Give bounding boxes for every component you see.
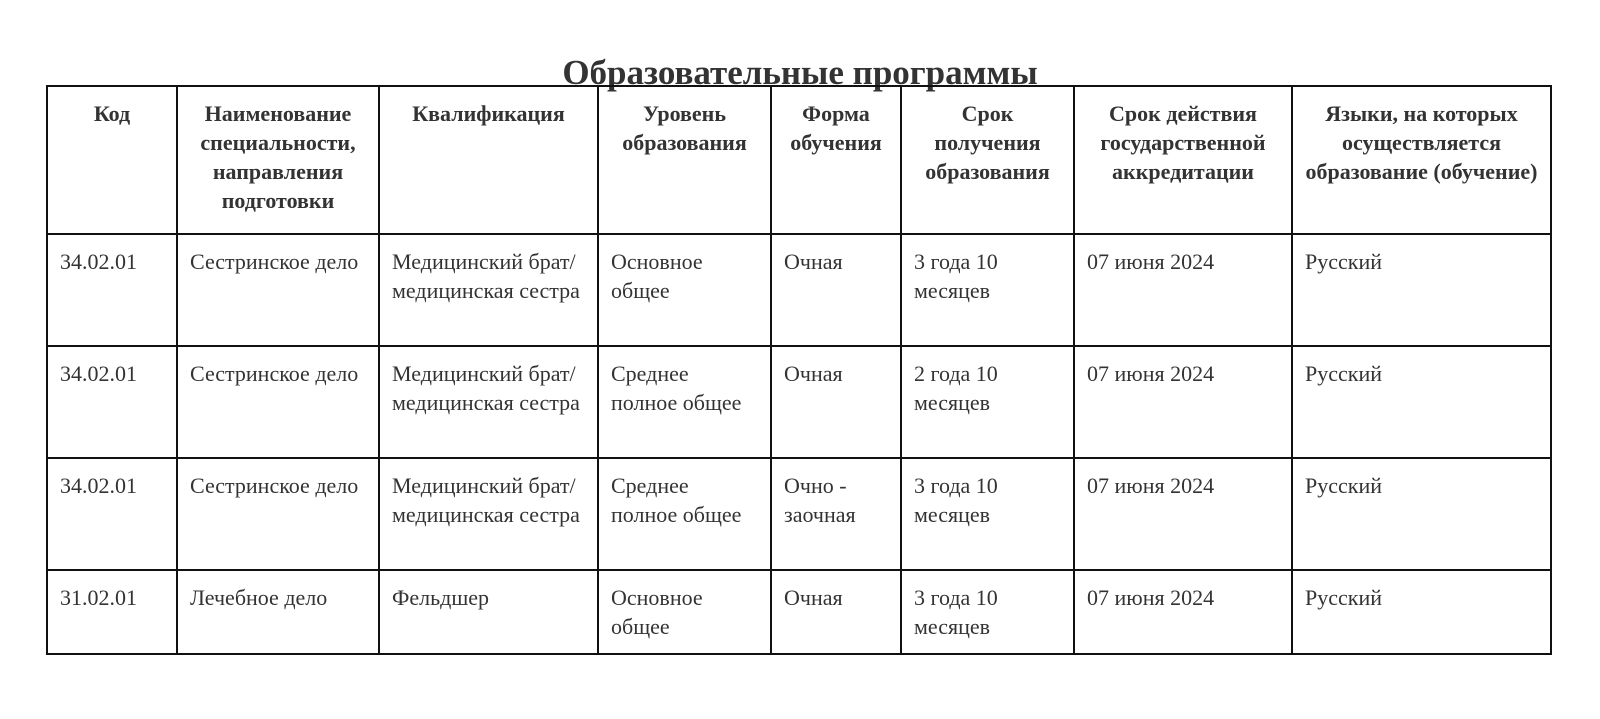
cell-education-level: Основное общее [598, 234, 771, 346]
header-specialty: Наименование специальности, направления подготовки [177, 86, 379, 234]
header-study-form: Форма обучения [771, 86, 901, 234]
header-accreditation: Срок действия государственной аккредитации [1074, 86, 1292, 234]
cell-accreditation: 07 июня 2024 [1074, 234, 1292, 346]
cell-education-level: Среднее полное общее [598, 346, 771, 458]
cell-duration: 3 года 10 месяцев [901, 234, 1074, 346]
header-education-level: Уровень образования [598, 86, 771, 234]
cell-code: 34.02.01 [47, 234, 177, 346]
cell-qualification: Медицинский брат/медицинская сестра [379, 346, 598, 458]
cell-qualification: Фельдшер [379, 570, 598, 654]
cell-duration: 2 года 10 месяцев [901, 346, 1074, 458]
programs-table [46, 85, 1552, 655]
cell-specialty: Лечебное дело [177, 570, 379, 654]
cell-education-level: Среднее полное общее [598, 458, 771, 570]
cell-study-form: Очная [771, 570, 901, 654]
header-duration: Срок получения образования [901, 86, 1074, 234]
table-row [47, 458, 1551, 570]
cell-study-form: Очная [771, 234, 901, 346]
cell-code: 34.02.01 [47, 458, 177, 570]
table-row [47, 234, 1551, 346]
cell-study-form: Очно - заочная [771, 458, 901, 570]
cell-language: Русский [1292, 234, 1551, 346]
cell-code: 31.02.01 [47, 570, 177, 654]
cell-specialty: Сестринское дело [177, 346, 379, 458]
table-row [47, 570, 1551, 654]
cell-qualification: Медицинский брат/медицинская сестра [379, 458, 598, 570]
page-title: Образовательные программы [562, 53, 1038, 93]
table-row [47, 346, 1551, 458]
cell-language: Русский [1292, 346, 1551, 458]
cell-specialty: Сестринское дело [177, 458, 379, 570]
cell-accreditation: 07 июня 2024 [1074, 346, 1292, 458]
cell-qualification: Медицинский брат/медицинская сестра [379, 234, 598, 346]
cell-language: Русский [1292, 458, 1551, 570]
cell-accreditation: 07 июня 2024 [1074, 458, 1292, 570]
header-qualification: Квалификация [379, 86, 598, 234]
header-code: Код [47, 86, 177, 234]
cell-language: Русский [1292, 570, 1551, 654]
cell-education-level: Основное общее [598, 570, 771, 654]
cell-duration: 3 года 10 месяцев [901, 570, 1074, 654]
cell-accreditation: 07 июня 2024 [1074, 570, 1292, 654]
table-header-row [47, 86, 1551, 234]
cell-study-form: Очная [771, 346, 901, 458]
cell-duration: 3 года 10 месяцев [901, 458, 1074, 570]
cell-specialty: Сестринское дело [177, 234, 379, 346]
cell-code: 34.02.01 [47, 346, 177, 458]
header-languages: Языки, на которых осуществляется образование (обучение) [1292, 86, 1551, 234]
